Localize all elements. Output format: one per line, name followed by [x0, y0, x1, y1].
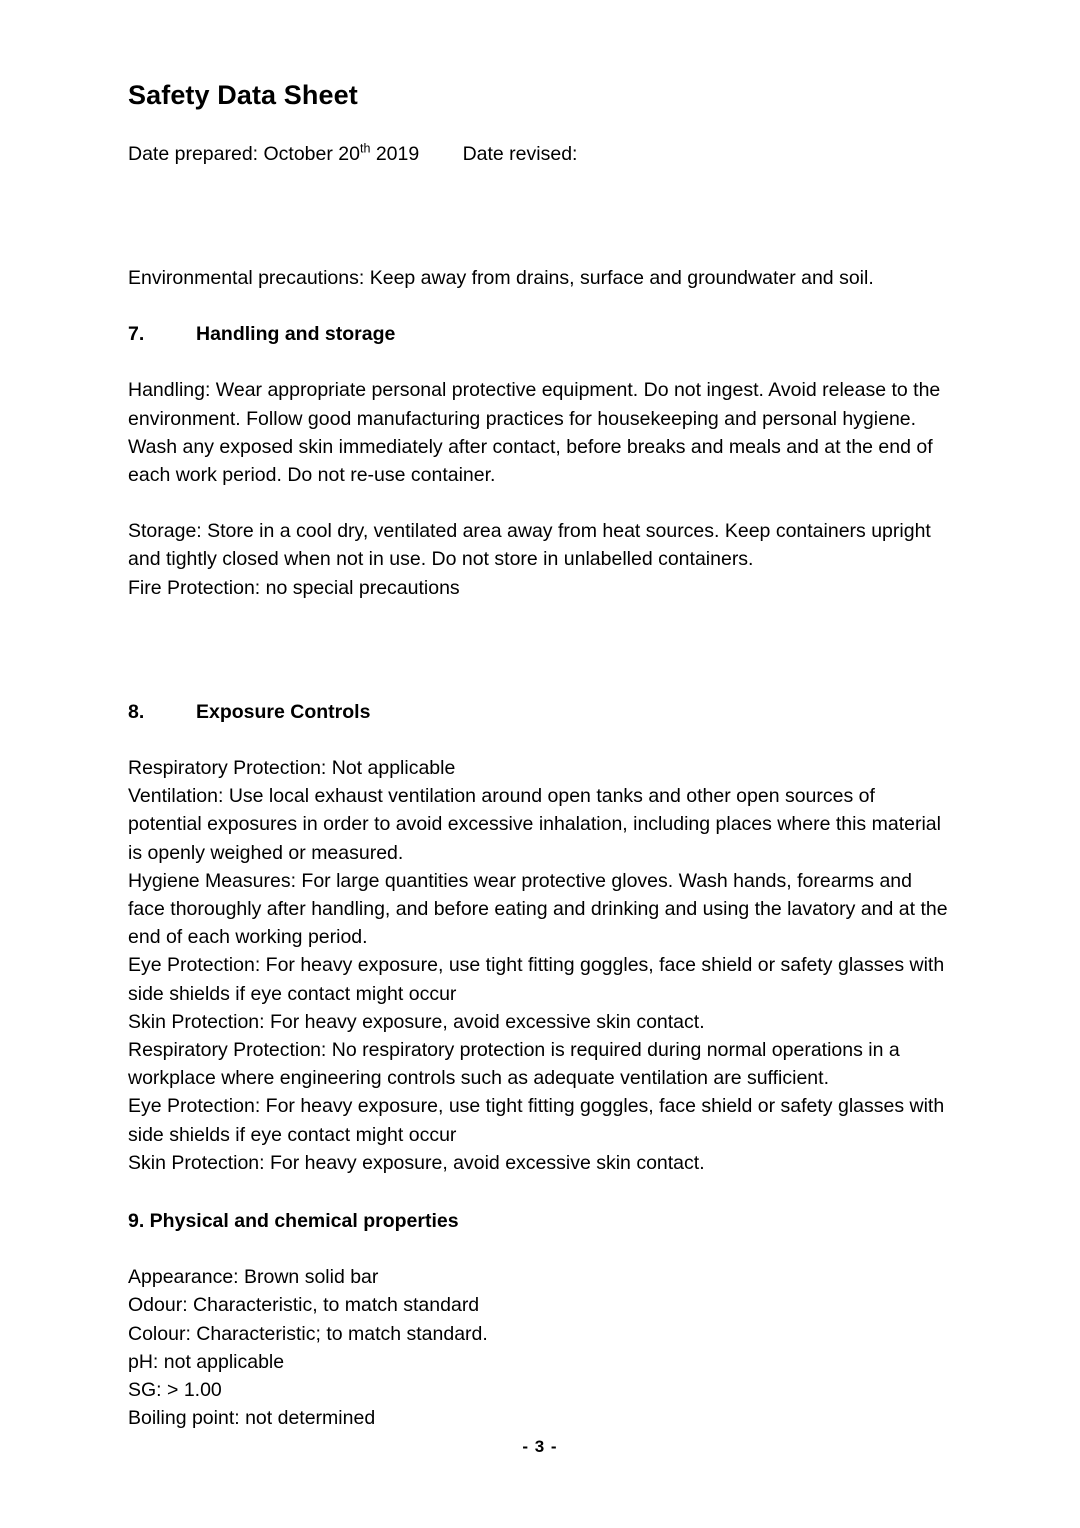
- date-revised-label: Date revised:: [462, 143, 578, 165]
- exposure-control-item: Respiratory Protection: Not applicable: [128, 757, 456, 780]
- section-7-number: 7.: [128, 323, 145, 346]
- exposure-control-item: Eye Protection: For heavy exposure, use tight fitting goggles, face shield or safety glasses with side shields if eye contact might occur: [128, 1095, 945, 1146]
- physical-property-item: Appearance: Brown solid bar: [128, 1266, 379, 1289]
- date-prepared-year: 2019: [370, 143, 420, 165]
- section-8-heading: [128, 698, 948, 726]
- exposure-controls-list: [128, 754, 948, 1177]
- physical-property-item: pH: not applicable: [128, 1350, 285, 1373]
- page-title: Safety Data Sheet: [128, 80, 358, 110]
- physical-property-item: Boiling point: not determined: [128, 1407, 376, 1430]
- storage-paragraph: Storage: Store in a cool dry, ventilated area away from heat sources. Keep containers upright and tightly closed when not in use. Do not store in unlabelled containers.: [128, 520, 931, 571]
- physical-property-item: Odour: Characteristic, to match standard: [128, 1294, 480, 1317]
- exposure-control-item: Skin Protection: For heavy exposure, avoid excessive skin contact.: [128, 1010, 705, 1033]
- handling-paragraph: Handling: Wear appropriate personal protective equipment. Do not ingest. Avoid release to the environment. Follow good manufacturing practices for housekeeping and personal hygiene. Wash any exposed skin immediately after contact, before breaks and meals and at the end of each work period. Do not re-use container.: [128, 379, 941, 487]
- section-7-title: Handling and storage: [196, 323, 396, 346]
- exposure-control-item: Skin Protection: For heavy exposure, avoid excessive skin contact.: [128, 1151, 705, 1174]
- exposure-control-item: Respiratory Protection: No respiratory protection is required during normal operations in a workplace where engineering controls such as adequate ventilation are sufficient.: [128, 1039, 900, 1090]
- page-content: [128, 78, 948, 1433]
- exposure-control-item: Ventilation: Use local exhaust ventilation around open tanks and other open sources of potential exposures in order to avoid excessive inhalation, including places where this material is openly weighed or measured.: [128, 785, 941, 864]
- spacer-after-section-7-heading: [128, 348, 948, 376]
- spacer-after-section-9-heading: [128, 1235, 948, 1263]
- section-8-title: Exposure Controls: [196, 700, 371, 723]
- date-prepared-label: Date prepared: October 20: [128, 143, 360, 165]
- section-7-heading: [128, 320, 948, 348]
- exposure-control-item: Eye Protection: For heavy exposure, use tight fitting goggles, face shield or safety glasses with side shields if eye contact might occur: [128, 954, 945, 1005]
- page-number: - 3 -: [522, 1437, 558, 1456]
- section-9-heading: 9. Physical and chemical properties: [128, 1210, 459, 1233]
- date-line: [128, 140, 948, 168]
- physical-properties-list: [128, 1263, 948, 1432]
- spacer-before-storage: [128, 489, 948, 517]
- fire-protection-line: Fire Protection: no special precautions: [128, 576, 460, 599]
- spacer-before-section-7: [128, 292, 948, 320]
- physical-property-item: Colour: Characteristic; to match standard.: [128, 1322, 488, 1345]
- environmental-precautions-paragraph: Environmental precautions: Keep away from drains, surface and groundwater and soil.: [128, 267, 874, 289]
- section-8-number: 8.: [128, 700, 145, 723]
- spacer-after-date: [128, 168, 948, 264]
- spacer-before-section-8: [128, 602, 948, 698]
- date-ordinal-suffix: th: [359, 141, 371, 156]
- exposure-control-item: Hygiene Measures: For large quantities wear protective gloves. Wash hands, forearms and face thoroughly after handling, and before eating and drinking and using the lavatory and at the end of each working period.: [128, 869, 948, 949]
- page-footer: [0, 1437, 1080, 1457]
- physical-property-item: SG: > 1.00: [128, 1379, 222, 1402]
- spacer-before-section-9: [128, 1177, 948, 1207]
- spacer-after-section-8-heading: [128, 726, 948, 754]
